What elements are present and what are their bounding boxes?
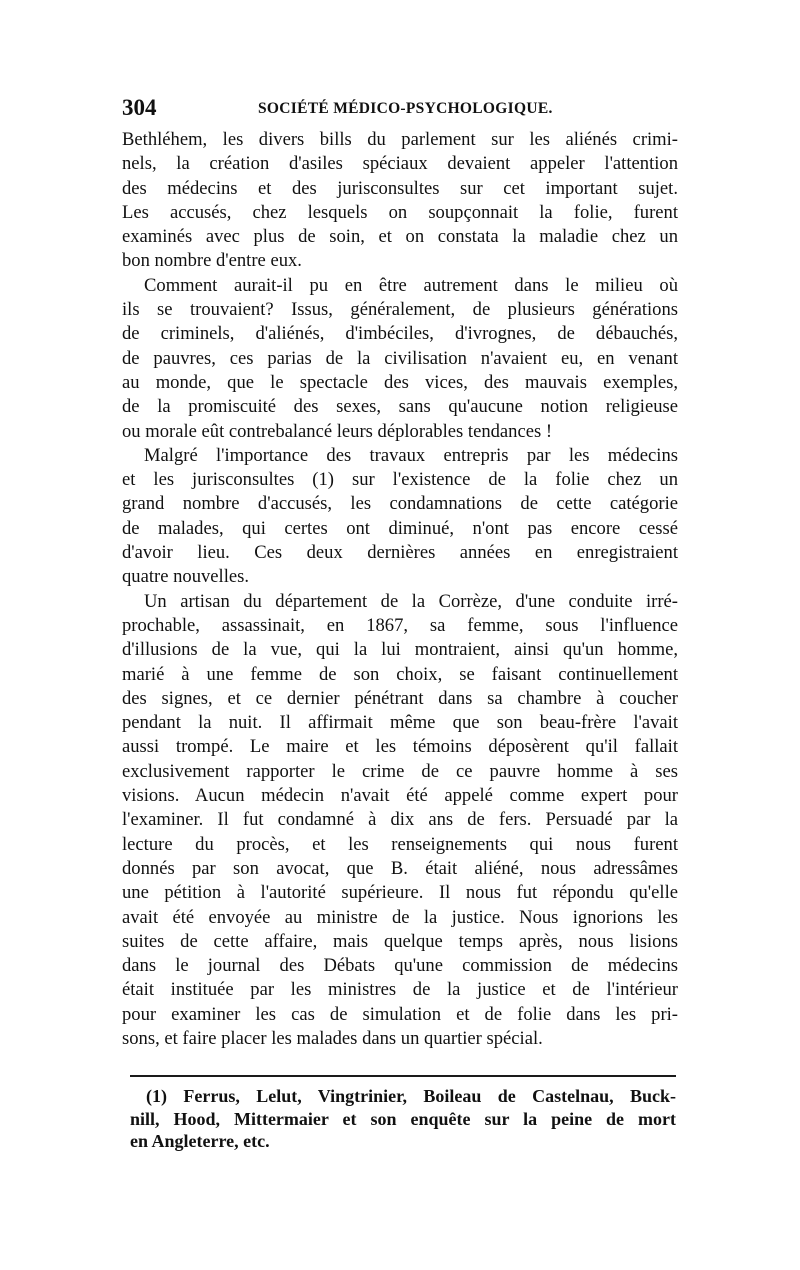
text-line: Comment aurait-il pu en être autrement dans le milieu où (144, 274, 678, 296)
body-text (122, 128, 678, 1051)
text-line: et les jurisconsultes (1) sur l'existence de la folie chez un (122, 469, 678, 491)
text-line: visions. Aucun médecin n'avait été appelé comme expert pour (122, 785, 678, 807)
text-line: de pauvres, ces parias de la civilisation n'avaient eu, en venant (122, 347, 678, 369)
text-line: quatre nouvelles. (122, 566, 250, 588)
footnote-line: en Angleterre, etc. (130, 1131, 270, 1151)
text-line: marié à une femme de son choix, se faisant continuellement (122, 663, 678, 685)
text-line: donnés par son avocat, que B. était aliéné, nous adressâmes (122, 857, 678, 879)
text-line: était instituée par les ministres de la justice et de l'intérieur (122, 979, 678, 1001)
text-line: Un artisan du département de la Corrèze, d'une conduite irré- (144, 590, 678, 612)
running-head (122, 96, 682, 120)
footnote (130, 1085, 676, 1153)
text-line: aussi trompé. Le maire et les témoins déposèrent qu'il fallait (122, 736, 678, 758)
text-line: au monde, que le spectacle des vices, des mauvais exemples, (122, 371, 678, 393)
text-line: pour examiner les cas de simulation et de folie dans les pri- (122, 1003, 678, 1025)
text-line: examinés avec plus de soin, et on constata la maladie chez un (122, 226, 678, 248)
text-line: grand nombre d'accusés, les condamnations de cette catégorie (122, 493, 678, 515)
text-line: dans le journal des Débats qu'une commission de médecins (122, 955, 678, 977)
text-line: nels, la création d'asiles spéciaux devaient appeler l'attention (122, 153, 678, 175)
text-line: une pétition à l'autorité supérieure. Il nous fut répondu qu'elle (122, 882, 678, 904)
text-line: suites de cette affaire, mais quelque temps après, nous lisions (122, 930, 678, 952)
text-line: exclusivement rapporter le crime de ce pauvre homme à ses (122, 760, 678, 782)
footnote-line: (1) Ferrus, Lelut, Vingtrinier, Boileau de Castelnau, Buck- (146, 1086, 676, 1106)
text-line: Bethléhem, les divers bills du parlement sur les aliénés crimi- (122, 129, 678, 150)
text-line: pendant la nuit. Il affirmait même que son beau-frère l'avait (122, 712, 678, 734)
text-line: avait été envoyée au ministre de la justice. Nous ignorions les (122, 906, 678, 928)
footnote-rule (130, 1075, 676, 1077)
text-line: sons, et faire placer les malades dans un quartier spécial. (122, 1027, 543, 1049)
text-line: d'illusions de la vue, qui la lui montraient, ainsi qu'un homme, (122, 639, 678, 661)
text-line: ils se trouvaient? Issus, généralement, de plusieurs générations (122, 299, 678, 321)
text-line: prochable, assassinait, en 1867, sa femme, sous l'influence (122, 614, 678, 636)
text-line: lecture du procès, et les renseignements qui nous furent (122, 833, 678, 855)
text-line: Les accusés, chez lesquels on soupçonnait la folie, furent (122, 201, 678, 223)
footnote-line: nill, Hood, Mittermaier et son enquête sur la peine de mort (130, 1108, 676, 1129)
text-line: d'avoir lieu. Ces deux dernières années en enregistraient (122, 542, 678, 564)
text-line: ou morale eût contrebalancé leurs déplorables tendances ! (122, 420, 553, 442)
text-line: de malades, qui certes ont diminué, n'ont pas encore cessé (122, 517, 678, 539)
text-line: des signes, et ce dernier pénétrant dans sa chambre à coucher (122, 687, 678, 709)
text-line: des médecins et des jurisconsultes sur cet important sujet. (122, 177, 678, 199)
text-line: Malgré l'importance des travaux entrepris par les médecins (144, 444, 678, 466)
journal-title: SOCIÉTÉ MÉDICO-PSYCHOLOGIQUE. (258, 100, 553, 117)
text-line: de la promiscuité des sexes, sans qu'aucune notion religieuse (122, 396, 678, 418)
text-line: bon nombre d'entre eux. (122, 250, 302, 272)
page-number: 304 (122, 95, 157, 120)
text-line: l'examiner. Il fut condamné à dix ans de fers. Persuadé par la (122, 809, 678, 831)
text-line: de criminels, d'aliénés, d'imbéciles, d'ivrognes, de débauchés, (122, 323, 678, 345)
